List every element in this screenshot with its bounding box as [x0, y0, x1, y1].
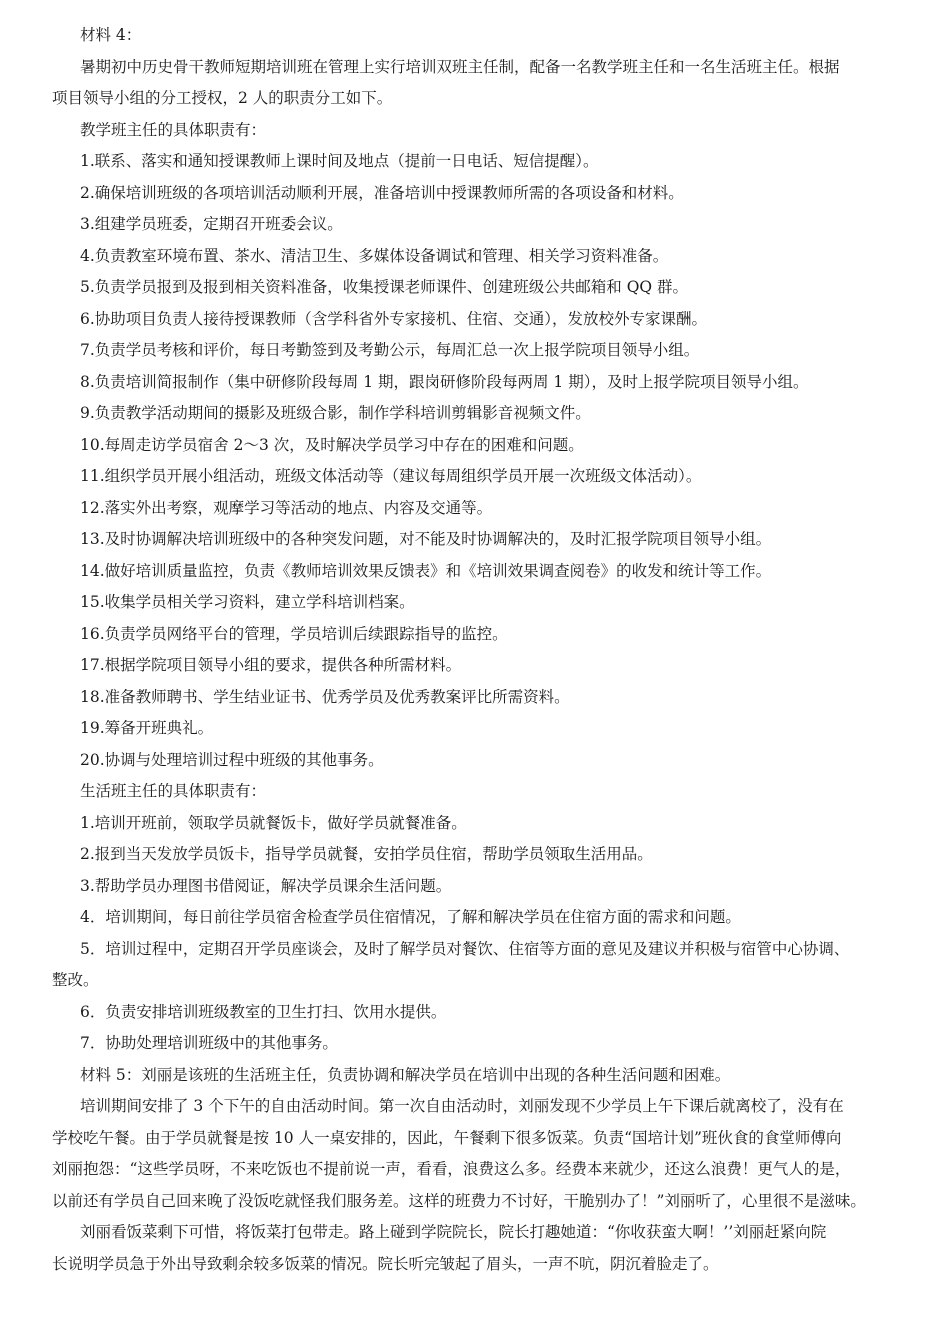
- list-item: 13.及时协调解决培训班级中的各种突发问题，对不能及时协调解决的，及时汇报学院项目领导小组。: [80, 530, 772, 548]
- list-item-continuation: 整改。: [52, 971, 99, 989]
- material5-paragraph-1: [52, 1091, 908, 1217]
- list-item: 7.负责学员考核和评价，每日考勤签到及考勤公示，每周汇总一次上报学院项目领导小组。: [80, 341, 700, 359]
- paragraph-line: 刘丽看饭菜剩下可惜，将饭菜打包带走。路上碰到学院院长，院长打趣她道：“你收获蛮大啊！’’刘丽赶紧向院: [80, 1223, 827, 1241]
- list-item: 5.负责学员报到及报到相关资料准备，收集授课老师课件、创建班级公共邮箱和 QQ 群。: [80, 278, 689, 296]
- list-item: 9.负责教学活动期间的摄影及班级合影，制作学科培训剪辑影音视频文件。: [80, 404, 591, 422]
- list-item: 8.负责培训简报制作（集中研修阶段每周 1 期，跟岗研修阶段每两周 1 期），及时上报学院项目领导小组。: [80, 372, 809, 391]
- paragraph-line: 学校吃午餐。由于学员就餐是按 10 人一桌安排的，因此，午餐剩下很多饭菜。负责“国培计划”班伙食的食堂师傅向: [52, 1128, 842, 1147]
- list-item: 11.组织学员开展小组活动，班级文体活动等（建议每周组织学员开展一次班级文体活动）。: [80, 467, 702, 485]
- life-duties-list: [52, 808, 908, 1060]
- list-item: 12.落实外出考察，观摩学习等活动的地点、内容及交通等。: [80, 498, 493, 517]
- list-item: 1.联系、落实和通知授课教师上课时间及地点（提前一日电话、短信提醒）。: [80, 152, 599, 170]
- list-item: 14.做好培训质量监控，负责《教师培训效果反馈表》和《培训效果调查阅卷》的收发和统计等工作。: [80, 561, 772, 580]
- material4-heading: 材料 4：: [80, 26, 142, 44]
- list-item: 2.确保培训班级的各项培训活动顺利开展，准备培训中授课教师所需的各项设备和材料。: [80, 183, 684, 202]
- paragraph-line: 刘丽抱怨：“这些学员呀，不来吃饭也不提前说一声，看看，浪费这么多。经费本来就少，还这么浪费！更气人的是，: [52, 1160, 851, 1178]
- list-item: 4.负责教室环境布置、茶水、清洁卫生、多媒体设备调试和管理、相关学习资料准备。: [80, 246, 669, 265]
- list-item: 20.协调与处理培训过程中班级的其他事务。: [80, 750, 384, 769]
- teaching-duties-list: [80, 146, 908, 776]
- material5-paragraph-2: [52, 1217, 908, 1280]
- list-item: 16.负责学员网络平台的管理，学员培训后续跟踪指导的监控。: [80, 624, 508, 643]
- teaching-duties-title: 教学班主任的具体职责有：: [80, 120, 267, 139]
- list-item: 4．培训期间，每日前往学员宿舍检查学员住宿情况，了解和解决学员在住宿方面的需求和问题。: [80, 908, 741, 926]
- document-page: [52, 20, 908, 1280]
- list-item: 7．协助处理培训班级中的其他事务。: [80, 1034, 338, 1052]
- paragraph-line: 以前还有学员自己回来晚了没饭吃就怪我们服务差。这样的班费力不讨好，干脆别办了！”刘丽听了，心里很不是滋味。: [52, 1191, 866, 1210]
- list-item: 5．培训过程中，定期召开学员座谈会，及时了解学员对餐饮、住宿等方面的意见及建议并积极与宿管中心协调、: [80, 939, 850, 958]
- list-item: 17.根据学院项目领导小组的要求，提供各种所需材料。: [80, 656, 462, 674]
- list-item: 19.筹备开班典礼。: [80, 719, 214, 737]
- list-item: 1.培训开班前，领取学员就餐饭卡，做好学员就餐准备。: [80, 813, 467, 832]
- list-item: 3.帮助学员办理图书借阅证，解决学员课余生活问题。: [80, 876, 452, 895]
- list-item: 6．负责安排培训班级教室的卫生打扫、饮用水提供。: [80, 1002, 447, 1021]
- list-item: 2.报到当天发放学员饭卡，指导学员就餐，安拍学员住宿，帮助学员领取生活用品。: [80, 845, 653, 863]
- list-item: 15.收集学员相关学习资料，建立学科培训档案。: [80, 593, 415, 611]
- material5-heading: 材料 5：刘丽是该班的生活班主任，负责协调和解决学员在培训中出现的各种生活问题和困难。: [80, 1065, 731, 1084]
- list-item: 18.准备教师聘书、学生结业证书、优秀学员及优秀教案评比所需资料。: [80, 687, 570, 706]
- life-duties-title: 生活班主任的具体职责有：: [80, 782, 267, 800]
- list-item: 10.每周走访学员宿舍 2～3 次，及时解决学员学习中存在的困难和问题。: [80, 435, 584, 454]
- material4-intro-line-1: 暑期初中历史骨干教师短期培训班在管理上实行培训双班主任制，配备一名教学班主任和一名生活班主任。根据: [80, 57, 840, 76]
- paragraph-line: 长说明学员急于外出导致剩余较多饭菜的情况。院长听完皱起了眉头，一声不吭，阴沉着脸走了。: [52, 1254, 719, 1273]
- paragraph-line: 培训期间安排了 3 个下午的自由活动时间。第一次自由活动时，刘丽发现不少学员上午下课后就离校了，没有在: [80, 1097, 844, 1115]
- material4-intro-line-2: 项目领导小组的分工授权，2 人的职责分工如下。: [52, 89, 393, 107]
- list-item: 3.组建学员班委，定期召开班委会议。: [80, 215, 343, 233]
- list-item: 6.协助项目负责人接待授课教师（含学科省外专家接机、住宿、交通），发放校外专家课酬。: [80, 309, 708, 328]
